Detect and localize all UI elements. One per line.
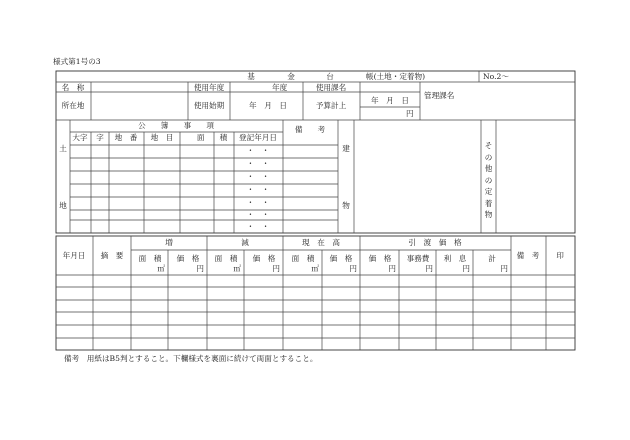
nendo-label: 年度 bbox=[272, 83, 288, 92]
decrease-header: 減 bbox=[241, 238, 249, 247]
area-label: 面 積 bbox=[291, 254, 315, 263]
col-aza: 字 bbox=[96, 133, 104, 142]
mgmt-section-label: 管理課名 bbox=[424, 91, 455, 100]
yen-unit: 円 bbox=[425, 264, 433, 273]
page-number: No.2〜 bbox=[483, 72, 509, 81]
land-side-top: 土 bbox=[59, 144, 67, 153]
interest-label: 利 息 bbox=[443, 254, 467, 263]
transfer-header: 引 渡 価 格 bbox=[408, 238, 462, 247]
transfer-price-label: 価 格 bbox=[368, 254, 392, 263]
ledger-remarks-header: 備 考 bbox=[516, 251, 540, 260]
budget-yen: 円 bbox=[406, 109, 414, 118]
form-number: 様式第1号の3 bbox=[53, 57, 101, 66]
title-kin: 金 bbox=[287, 72, 295, 81]
budget-date: 年 月 日 bbox=[371, 96, 409, 105]
col-chiban: 地 番 bbox=[114, 133, 138, 142]
title-dai: 台 bbox=[326, 72, 334, 81]
fixtures-label: そ の 他 の 定 着 物 bbox=[484, 141, 493, 219]
building-side-top: 建 bbox=[342, 144, 350, 153]
title-ki: 基 bbox=[247, 72, 255, 81]
date-dots: ・ ・ bbox=[246, 159, 270, 168]
use-section-label: 使用課名 bbox=[315, 83, 347, 92]
use-start-label: 使用始期 bbox=[193, 101, 225, 110]
price-label: 価 格 bbox=[176, 254, 200, 263]
yen-unit: 円 bbox=[196, 264, 204, 273]
date-dots: ・ ・ bbox=[246, 198, 270, 207]
yen-unit: 円 bbox=[462, 264, 470, 273]
increase-header: 増 bbox=[165, 238, 173, 247]
area-label: 面 積 bbox=[138, 254, 162, 263]
footnote: 備考 用紙はB5判とすること。下欄様式を裏面に続けて両面とすること。 bbox=[64, 354, 318, 363]
date-dots: ・ ・ bbox=[246, 222, 270, 231]
col-oaza: 大字 bbox=[72, 133, 88, 142]
building-side-bottom: 物 bbox=[342, 201, 350, 210]
registry-header: 公 簿 事 項 bbox=[138, 121, 214, 130]
name-label: 名 称 bbox=[61, 83, 85, 92]
land-side-bottom: 地 bbox=[59, 201, 67, 210]
date-dots: ・ ・ bbox=[246, 172, 270, 181]
date-dots: ・ ・ bbox=[246, 146, 270, 155]
seal-header: 印 bbox=[556, 251, 564, 260]
date-dots: ・ ・ bbox=[246, 210, 270, 219]
sqm-unit: ㎡ bbox=[157, 264, 165, 273]
office-cost-label: 事務費 bbox=[406, 254, 430, 263]
col-chimoku: 地 目 bbox=[150, 133, 174, 142]
use-year-label: 使用年度 bbox=[193, 83, 225, 92]
land-remarks-header: 備 考 bbox=[294, 125, 326, 134]
area-label: 面 積 bbox=[214, 254, 238, 263]
ledger-date-header: 年月日 bbox=[62, 251, 86, 260]
sqm-unit: ㎡ bbox=[233, 264, 241, 273]
current-header: 現 在 高 bbox=[302, 238, 340, 247]
date-dots: ・ ・ bbox=[246, 185, 270, 194]
total-label: 計 bbox=[488, 254, 496, 263]
location-label: 所在地 bbox=[61, 101, 85, 110]
use-start-date: 年 月 日 bbox=[249, 101, 287, 110]
title-cho: 帳(土地・定着物) bbox=[366, 72, 426, 81]
sqm-unit: ㎡ bbox=[311, 264, 319, 273]
yen-unit: 円 bbox=[500, 264, 508, 273]
col-area: 面 積 bbox=[196, 133, 228, 142]
budget-total-label: 予算計上 bbox=[315, 101, 347, 110]
col-reg-date: 登記年月日 bbox=[239, 133, 277, 142]
price-label: 価 格 bbox=[252, 254, 276, 263]
yen-unit: 円 bbox=[272, 264, 280, 273]
yen-unit: 円 bbox=[349, 264, 357, 273]
yen-unit: 円 bbox=[388, 264, 396, 273]
ledger-summary-header: 摘 要 bbox=[100, 251, 124, 260]
price-label: 価 格 bbox=[329, 254, 353, 263]
